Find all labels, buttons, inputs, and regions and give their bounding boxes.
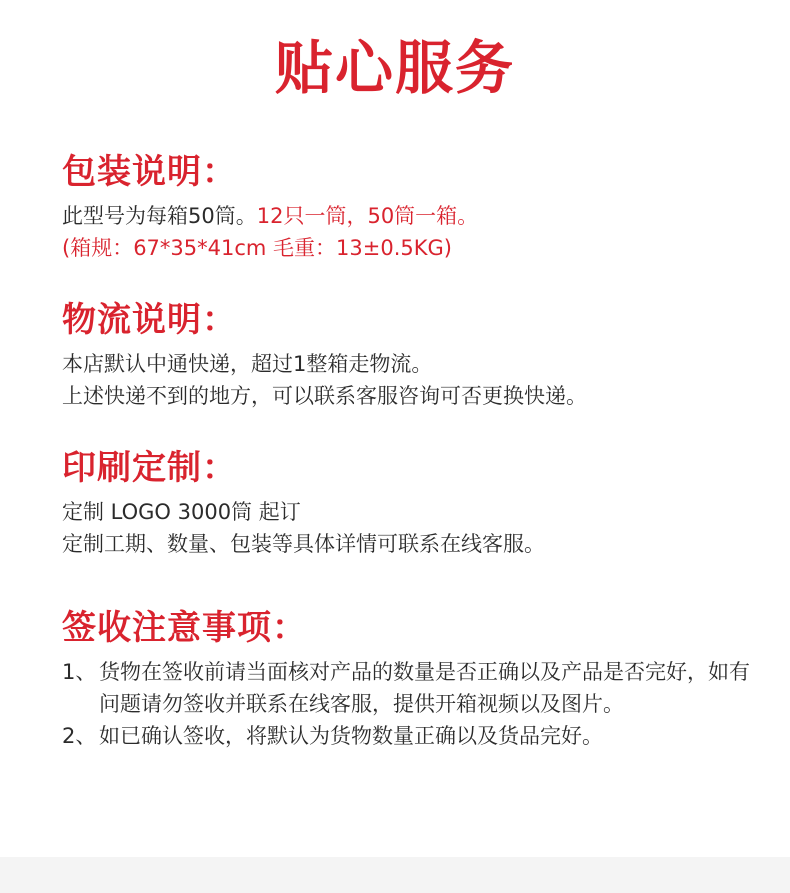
logistics-line-2: 上述快递不到的地方，可以联系客服咨询可否更换快递。 [62, 384, 587, 408]
packing-line-2: (箱规：67*35*41cm 毛重：13±0.5KG) [62, 236, 452, 260]
receipt-section [62, 606, 762, 752]
printing-line-2: 定制工期、数量、包装等具体详情可联系在线客服。 [62, 532, 545, 556]
printing-section [62, 446, 762, 560]
packing-section [62, 150, 762, 264]
list-item [62, 656, 762, 720]
packing-heading: 包装说明： [62, 152, 237, 192]
packing-line-1 [62, 200, 762, 232]
printing-line-1: 定制 LOGO 3000筒 起订 [62, 500, 301, 524]
packing-line-1-red: 12只一筒，50筒一箱。 [256, 204, 479, 228]
list-item-number: 2、 [62, 724, 97, 748]
logistics-section [62, 298, 762, 412]
list-item-text: 如已确认签收，将默认为货物数量正确以及货品完好。 [99, 724, 603, 748]
packing-line-1-black: 此型号为每箱50筒。 [62, 204, 257, 228]
logistics-line-1: 本店默认中通快递，超过1整箱走物流。 [62, 352, 433, 376]
list-item-text: 货物在签收前请当面核对产品的数量是否正确以及产品是否完好，如有问题请勿签收并联系在线客服，提供开箱视频以及图片。 [99, 660, 750, 716]
list-item-number: 1、 [62, 660, 97, 684]
page-title: 贴心服务 [274, 34, 515, 102]
footer-band [0, 857, 790, 893]
logistics-heading: 物流说明： [62, 300, 237, 340]
receipt-heading: 签收注意事项： [62, 608, 307, 648]
printing-heading: 印刷定制： [62, 448, 237, 488]
list-item [62, 720, 762, 752]
